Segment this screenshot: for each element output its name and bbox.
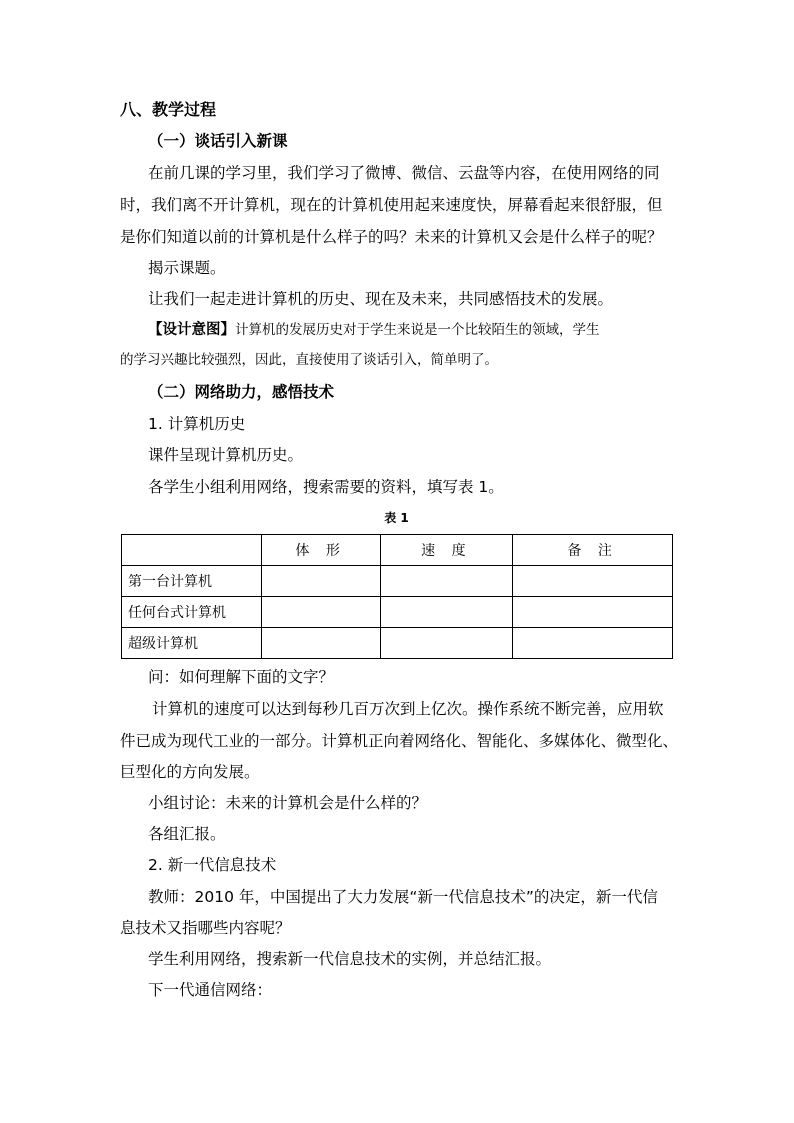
paragraph-line: 是你们知道以前的计算机是什么样子的吗？未来的计算机又会是什么样子的呢？ [120,228,663,246]
student-task-text: 学生利用网络，搜索新一代信息技术的实例，并总结汇报。 [148,950,552,968]
quote-line: 巨型化的方向发展。 [120,763,260,781]
item2-title: 2. 新一代信息技术 [148,856,277,874]
table-header-cell: 备 注 [513,535,673,566]
part2-heading: （二）网络助力，感悟技术 [148,383,335,401]
design-intent-line: 的学习兴趣比较强烈，因此，直接使用了谈话引入，简单明了。 [120,352,498,368]
table-row [122,566,673,597]
quote-line: 计算机的速度可以达到每秒几百万次到上亿次。操作系统不断完善，应用软 [152,700,664,718]
reveal-topic-text: 揭示课题。 [148,259,226,277]
table-cell [513,566,673,597]
teacher-line: 教师：2010 年，中国提出了大力发展“新一代信息技术”的决定，新一代信 [148,888,658,906]
table-cell [261,597,380,628]
table-cell [380,628,513,659]
table-cell: 任何台式计算机 [122,597,262,628]
table-cell [380,597,513,628]
table-header-cell: 速 度 [380,535,513,566]
table-row [122,628,673,659]
part1-heading: （一）谈话引入新课 [148,132,288,150]
table-cell: 超级计算机 [122,628,262,659]
table-row [122,597,673,628]
item1-title: 1. 计算机历史 [148,415,246,433]
table-cell [513,628,673,659]
table-cell: 第一台计算机 [122,566,262,597]
quote-line: 件已成为现代工业的一部分。计算机正向着网络化、智能化、多媒体化、微型化、 [120,732,679,750]
paragraph-line: 时，我们离不开计算机，现在的计算机使用起来速度快，屏幕看起来很舒服，但 [120,196,663,214]
discussion-text: 小组讨论：未来的计算机会是什么样的？ [148,794,428,812]
design-intent-text: 计算机的发展历史对于学生来说是一个比较陌生的领域，学生 [235,322,600,338]
table-header-cell: 体 形 [261,535,380,566]
teacher-line: 息技术又指哪些内容呢？ [120,919,291,937]
paragraph-line: 在前几课的学习里，我们学习了微博、微信、云盘等内容，在使用网络的同 [148,164,660,182]
design-intent-line [148,320,680,340]
history-table [121,534,673,659]
table-caption: 表 1 [384,511,409,525]
table-cell [261,566,380,597]
table-cell [513,597,673,628]
lead-text: 让我们一起走进计算机的历史、现在及未来，共同感悟技术的发展。 [148,290,614,308]
design-intent-label: 【设计意图】 [148,322,235,338]
next-network-text: 下一代通信网络： [148,981,273,999]
table-header-row [122,535,673,566]
question-text: 问：如何理解下面的文字？ [148,668,335,686]
table-cell [380,566,513,597]
table-header-cell [122,535,262,566]
section-title: 八、教学过程 [120,100,217,119]
courseware-text: 课件呈现计算机历史。 [148,446,304,464]
table-cell [261,628,380,659]
report-text: 各组汇报。 [148,825,226,843]
task-text: 各学生小组利用网络，搜索需要的资料，填写表 1。 [148,478,504,496]
